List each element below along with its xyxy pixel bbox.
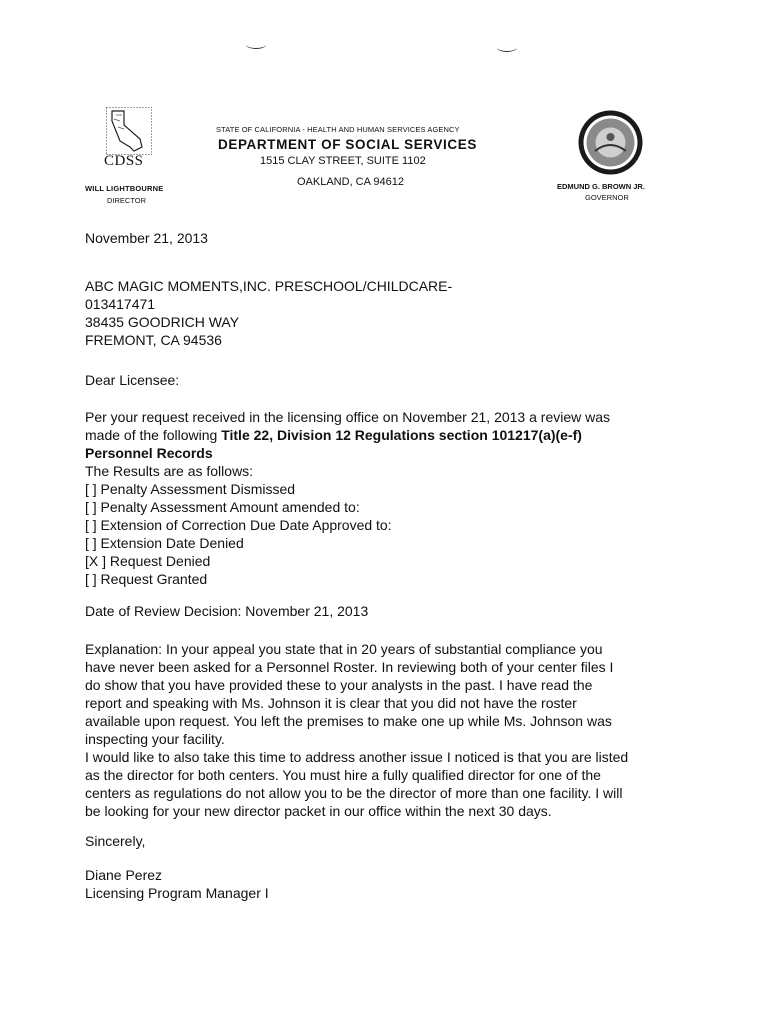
letter-date: November 21, 2013 xyxy=(85,230,208,246)
explanation-line: centers as regulations do not allow you to be the director of more than one facility. I will xyxy=(85,785,623,801)
department-name: DEPARTMENT OF SOCIAL SERVICES xyxy=(218,137,477,152)
closing: Sincerely, xyxy=(85,833,146,849)
intro-line-2 xyxy=(85,426,582,444)
result-item: [ ] Penalty Assessment Dismissed xyxy=(85,481,296,497)
governor-title: GOVERNOR xyxy=(585,193,629,202)
result-item: [ ] Extension of Correction Due Date Approved to: xyxy=(85,517,392,533)
director-name: WILL LIGHTBOURNE xyxy=(85,184,164,193)
signer-title: Licensing Program Manager I xyxy=(85,885,269,901)
review-decision-date: Date of Review Decision: November 21, 2013 xyxy=(85,603,369,619)
intro-line-3: Personnel Records xyxy=(85,445,213,461)
department-city: OAKLAND, CA 94612 xyxy=(297,176,405,188)
governor-name: EDMUND G. BROWN JR. xyxy=(557,182,645,191)
salutation: Dear Licensee: xyxy=(85,372,180,388)
explanation-line: have never been asked for a Personnel Roster. In reviewing both of your center files I xyxy=(85,659,614,675)
intro-line-2-prefix: made of the following xyxy=(85,427,222,443)
result-item: [ ] Penalty Assessment Amount amended to: xyxy=(85,499,360,515)
org-abbrev: CDSS xyxy=(104,153,144,169)
explanation-line: inspecting your facility. xyxy=(85,731,225,747)
result-item: [X ] Request Denied xyxy=(85,553,211,569)
explanation-line: be looking for your new director packet in our office within the next 30 days. xyxy=(85,803,552,819)
result-item: [ ] Extension Date Denied xyxy=(85,535,244,551)
explanation-line: available upon request. You left the premises to make one up while Ms. Johnson was xyxy=(85,713,612,729)
state-seal xyxy=(577,109,644,176)
explanation-line: as the director for both centers. You must hire a fully qualified director for one of the xyxy=(85,767,601,783)
explanation-line: report and speaking with Ms. Johnson it is clear that you did not have the roster xyxy=(85,695,577,711)
recipient-line: 013417471 xyxy=(85,296,156,312)
explanation-line: do show that you have provided these to your analysts in the past. I have read the xyxy=(85,677,593,693)
cdss-logo xyxy=(106,107,152,155)
explanation-line: Explanation: In your appeal you state that in 20 years of substantial compliance you xyxy=(85,641,603,657)
signer-name: Diane Perez xyxy=(85,867,163,883)
explanation-line: I would like to also take this time to address another issue I noticed is that you are listed xyxy=(85,749,629,765)
recipient-line: FREMONT, CA 94536 xyxy=(85,332,222,348)
agency-line: STATE OF CALIFORNIA - HEALTH AND HUMAN SERVICES AGENCY xyxy=(216,125,460,134)
regulation-reference: Title 22, Division 12 Regulations section 101217(a)(e-f) xyxy=(221,427,582,443)
recipient-line: 38435 GOODRICH WAY xyxy=(85,314,240,330)
results-heading: The Results are as follows: xyxy=(85,463,254,479)
department-street: 1515 CLAY STREET, SUITE 1102 xyxy=(260,155,426,167)
scan-mark-left xyxy=(246,40,266,49)
scan-mark-right xyxy=(497,43,517,52)
recipient-line: ABC MAGIC MOMENTS,INC. PRESCHOOL/CHILDCARE- xyxy=(85,278,453,294)
result-item: [ ] Request Granted xyxy=(85,571,208,587)
director-title: DIRECTOR xyxy=(107,196,147,205)
intro-line-1: Per your request received in the licensing office on November 21, 2013 a review was xyxy=(85,409,611,425)
